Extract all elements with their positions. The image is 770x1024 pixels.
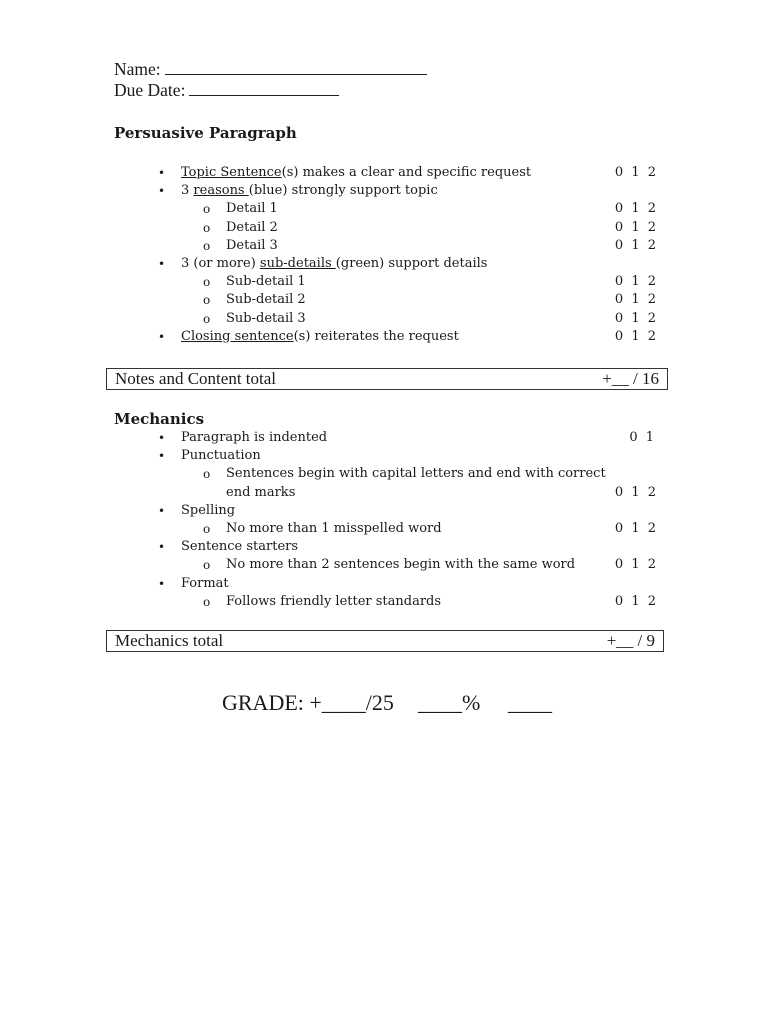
grade-label: GRADE: +____/25 — [222, 690, 394, 715]
criterion-text: Detail 1 — [226, 201, 278, 217]
sub-bullet-icon: o — [203, 558, 211, 573]
mechanics-total-label: Mechanics total — [115, 631, 224, 650]
sub-bullet-icon: o — [203, 522, 211, 536]
content-total-value: +__ / 16 — [602, 369, 659, 388]
bullet-icon: • — [158, 329, 166, 344]
criterion-text: Punctuation — [181, 448, 261, 464]
score-options: 0 1 2 — [614, 165, 656, 180]
score-options: 0 1 2 — [614, 521, 656, 536]
content-total-label: Notes and Content total — [115, 369, 277, 388]
bullet-icon: • — [158, 503, 166, 518]
criterion-text: Sentence starters — [181, 539, 299, 555]
sub-bullet-icon: o — [203, 311, 211, 326]
criterion-text: No more than 2 sentences begin with the same word — [226, 557, 576, 573]
sub-bullet-icon: o — [203, 238, 211, 253]
criterion-text: Format — [181, 575, 229, 591]
content-total-box — [106, 368, 668, 390]
bullet-icon: • — [158, 576, 166, 591]
sub-bullet-icon: o — [203, 220, 211, 235]
score-options: 0 1 2 — [614, 219, 656, 235]
grade-letter: ____ — [508, 690, 552, 715]
score-options: 0 1 — [629, 430, 654, 445]
name-label: Name: — [114, 59, 161, 79]
criterion-text: Follows friendly letter standards — [226, 593, 442, 609]
score-options: 0 1 2 — [614, 593, 656, 609]
sub-bullet-icon: o — [203, 293, 211, 308]
section-title-persuasive: Persuasive Paragraph — [114, 124, 297, 142]
bullet-icon: • — [158, 540, 166, 555]
sub-bullet-icon: o — [203, 275, 211, 290]
criterion-text: Sub-detail 2 — [226, 292, 306, 308]
due-date-line — [114, 80, 339, 101]
bullet-icon: • — [158, 431, 166, 445]
name-blank — [165, 60, 427, 75]
criterion-text: end marks — [226, 484, 296, 500]
criterion-text: Detail 2 — [226, 219, 278, 235]
criterion-text: Sub-detail 1 — [226, 274, 306, 290]
criterion-text: Closing sentence(s) reiterates the request — [181, 328, 459, 344]
criterion-text: Sentences begin with capital letters and end with correct — [226, 466, 606, 482]
criterion-text: Paragraph is indented — [181, 430, 328, 445]
criterion-text: 3 reasons (blue) strongly support topic — [181, 183, 438, 199]
score-options: 0 1 2 — [614, 292, 656, 308]
criterion-text: No more than 1 misspelled word — [226, 521, 442, 536]
score-options: 0 1 2 — [614, 557, 656, 573]
score-options: 0 1 2 — [614, 237, 656, 253]
score-options: 0 1 2 — [614, 328, 656, 344]
mechanics-total-value: +__ / 9 — [606, 631, 655, 650]
due-date-label: Due Date: — [114, 80, 186, 100]
score-options: 0 1 2 — [614, 201, 656, 217]
sub-bullet-icon: o — [203, 467, 211, 482]
mechanics-total-box — [106, 630, 664, 652]
bullet-icon: • — [158, 184, 166, 199]
criterion-text: Spelling — [181, 502, 236, 518]
bullet-icon: • — [158, 166, 166, 180]
criterion-text: 3 (or more) sub-details (green) support details — [181, 256, 488, 271]
sub-bullet-icon: o — [203, 202, 211, 217]
score-options: 0 1 2 — [614, 310, 656, 326]
grade-percent: ____% — [418, 690, 481, 715]
sub-bullet-icon: o — [203, 594, 211, 609]
bullet-icon: • — [158, 449, 166, 464]
bullet-icon: • — [158, 257, 166, 271]
criterion-text: Topic Sentence(s) makes a clear and specific request — [181, 165, 532, 180]
criterion-text: Sub-detail 3 — [226, 310, 306, 326]
criterion-text: Detail 3 — [226, 237, 278, 253]
name-line — [114, 59, 427, 80]
score-options: 0 1 2 — [614, 484, 656, 500]
score-options: 0 1 2 — [614, 274, 656, 290]
due-date-blank — [189, 81, 339, 96]
section-title-mechanics: Mechanics — [114, 410, 205, 428]
